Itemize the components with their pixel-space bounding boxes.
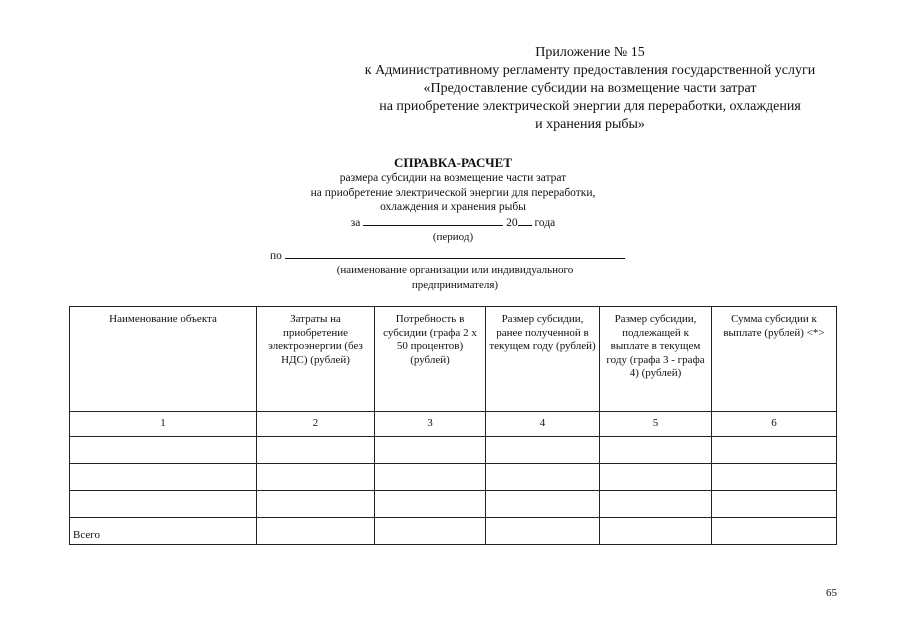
table-cell [712, 464, 837, 491]
table-cell [486, 464, 600, 491]
period-blank [363, 215, 503, 226]
table-cell [486, 437, 600, 464]
table-cell [600, 491, 712, 518]
column-header: Наименование объекта [70, 307, 257, 412]
appendix-line: Приложение № 15 [535, 45, 645, 60]
table-cell [712, 437, 837, 464]
period-prefix: за [350, 216, 361, 229]
period-line [250, 215, 656, 231]
org-hint-line: (наименование организации или индивидуального [336, 264, 574, 276]
year-blank [518, 215, 532, 226]
org-hint-line: предпринимателя) [411, 278, 499, 291]
org-prefix: по [270, 250, 282, 262]
table-row [70, 464, 837, 491]
column-number-row [70, 412, 837, 437]
column-number: 3 [375, 412, 486, 437]
table-cell [712, 491, 837, 518]
column-number: 1 [70, 412, 257, 437]
column-number: 2 [257, 412, 375, 437]
column-header: Размер субсидии, ранее полученной в текущем году (рублей) [486, 307, 600, 412]
table-row [70, 491, 837, 518]
appendix-line: «Предоставление субсидии на возмещение части затрат [423, 81, 757, 96]
table-cell [600, 464, 712, 491]
column-header: Сумма субсидии к выплате (рублей) <*> [712, 307, 837, 412]
org-line [270, 248, 640, 262]
column-header: Размер субсидии, подлежащей к выплате в текущем году (графа 3 - графа 4) (рублей) [600, 307, 712, 412]
period-year-prefix: 20 [506, 216, 518, 229]
table-header-row [70, 307, 837, 412]
org-blank [285, 248, 625, 259]
table-cell [375, 491, 486, 518]
table-cell [257, 464, 375, 491]
period-hint: (период) [432, 231, 474, 243]
column-header: Потребность в субсидии (графа 2 x 50 процентов) (рублей) [375, 307, 486, 412]
column-number: 5 [600, 412, 712, 437]
total-label: Всего [70, 518, 257, 545]
table-cell [600, 437, 712, 464]
period-suffix: года [534, 216, 556, 229]
table-cell [486, 518, 600, 545]
subtitle-line: охлаждения и хранения рыбы [380, 201, 526, 213]
table-cell [712, 518, 837, 545]
appendix-line: и хранения рыбы» [535, 117, 645, 132]
table-cell [486, 491, 600, 518]
page-number: 65 [826, 587, 837, 599]
appendix-line: к Административному регламенту предоставления государственной услуги [364, 63, 816, 78]
subtitle-line: размера субсидии на возмещение части затрат [339, 172, 567, 184]
document-title: СПРАВКА-РАСЧЕТ [394, 155, 512, 170]
table-cell [257, 437, 375, 464]
table-row [70, 437, 837, 464]
document-title-block [250, 155, 656, 245]
subtitle-line: на приобретение электрической энергии для переработки, [310, 186, 596, 199]
table-cell [375, 518, 486, 545]
total-row [70, 518, 837, 545]
appendix-line: на приобретение электрической энергии для переработки, охлаждения [379, 99, 801, 114]
table-cell [70, 437, 257, 464]
calculation-table [69, 306, 837, 545]
table-cell [70, 464, 257, 491]
org-hint [270, 263, 640, 292]
table-cell [257, 491, 375, 518]
column-header: Затраты на приобретение электроэнергии (без НДС) (рублей) [257, 307, 375, 412]
column-number: 6 [712, 412, 837, 437]
table-cell [257, 518, 375, 545]
table-cell [375, 437, 486, 464]
table-cell [70, 491, 257, 518]
table-cell [375, 464, 486, 491]
table-cell [600, 518, 712, 545]
column-number: 4 [486, 412, 600, 437]
appendix-header [330, 44, 850, 134]
